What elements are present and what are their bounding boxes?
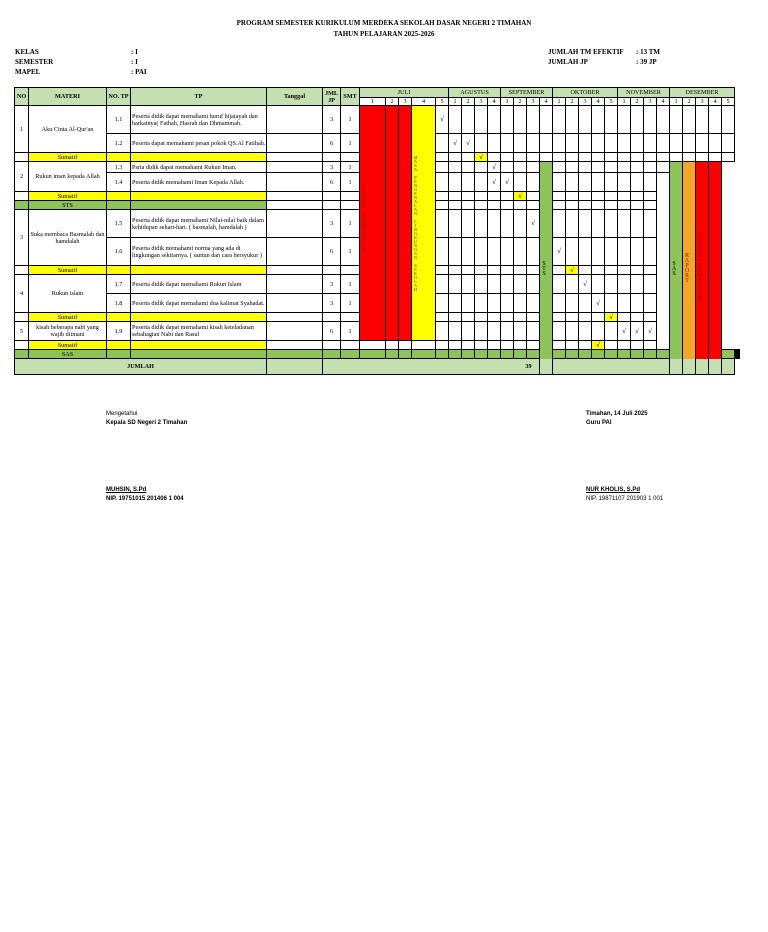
signature-left-line2: Kepala SD Negeri 2 Timahan (106, 420, 188, 426)
week-header: 3 (696, 98, 709, 106)
jumlah-label: JUMLAH (15, 359, 267, 375)
row-tanggal (267, 210, 323, 238)
row-jp: 6 (323, 173, 341, 192)
signature-right-nip: NIP. 19871107 201903 1 001 (586, 496, 664, 502)
libur-semester2-vertical-label: LIBUR SEMESTER (697, 233, 703, 303)
week-header: 4 (540, 98, 553, 106)
header-jml-jp: JML JP (323, 88, 341, 106)
libur-semester2-block (696, 162, 709, 375)
meta-left (15, 47, 53, 77)
signature-right-line2: Guru PAI (586, 420, 612, 426)
check-cell: √ (631, 322, 644, 341)
check-cell: √ (449, 134, 462, 153)
header-month-september: SEPTEMBER (501, 88, 553, 98)
masa-pengenalan-label: MASA PENGENALAN LINGKUNGAN SEKOLAH (413, 155, 418, 291)
check-cell: √ (605, 313, 618, 322)
meta-value: : PAI (131, 68, 147, 76)
page-subtitle: TAHUN PELAJARAN 2025-2026 (333, 30, 435, 38)
libur-semester-block (360, 106, 386, 341)
row-tp: Peserta didik dapat memahami huruf hijaiayah dan harkatnya( Fathah, Hasrah dan Dhmammah. (131, 106, 267, 134)
signature-right-name-block (586, 486, 663, 504)
week-header: 5 (722, 98, 735, 106)
row-tp-no: 1.9 (107, 322, 131, 341)
row-tp-no: 1.8 (107, 294, 131, 313)
header-no-tp: NO. TP (107, 88, 131, 106)
check-cell: √ (566, 266, 579, 275)
row-tanggal (267, 294, 323, 313)
meta-label: MAPEL (15, 68, 41, 76)
row-smt: 1 (341, 106, 360, 134)
table-row (15, 106, 740, 134)
row-tanggal (267, 134, 323, 153)
header-month-desember: DESEMBER (670, 88, 735, 98)
sumatif-label: Sumatif (29, 313, 107, 322)
header-tanggal: Tanggal (267, 88, 323, 106)
signature-left (106, 410, 187, 428)
signature-right-name: NUR KHOLIS, S.Pd (586, 487, 641, 493)
libur-semester-label: LIBUR SEMESTER I (361, 183, 367, 263)
masa-pengenalan-block (412, 106, 436, 341)
row-jp: 6 (323, 322, 341, 341)
sumatif-label: Sumatif (29, 341, 107, 350)
libur-block (386, 106, 399, 341)
week-header: 2 (462, 98, 475, 106)
week-header: 1 (553, 98, 566, 106)
row-no: 2 (15, 162, 29, 192)
check-cell: √ (488, 162, 501, 173)
week-header: 3 (644, 98, 657, 106)
row-jp: 3 (323, 162, 341, 173)
week-header: 2 (566, 98, 579, 106)
sas-label: SAS (29, 350, 107, 359)
meta-label: KELAS (15, 48, 39, 56)
check-cell: √ (592, 294, 605, 313)
week-header: 1 (501, 98, 514, 106)
row-tp-no: 1.3 (107, 162, 131, 173)
signature-right-line1: Timahan, 14 Juli 2025 (586, 411, 648, 417)
row-materi: kisah beberapa nabi yang wajib diimani (29, 322, 107, 341)
sas-block (670, 162, 683, 375)
row-jp: 3 (323, 294, 341, 313)
table-row (15, 341, 740, 350)
row-tp-no: 1.1 (107, 106, 131, 134)
row-no: 1 (15, 106, 29, 153)
row-tp: Peserta didik memahami Iman Kepada Allah. (131, 173, 267, 192)
row-smt: 1 (341, 173, 360, 192)
week-header: 4 (709, 98, 722, 106)
check-cell: √ (579, 275, 592, 294)
row-tanggal (267, 173, 323, 192)
check-cell: √ (553, 238, 566, 266)
meta-right (548, 47, 624, 67)
row-materi: Rukun iman kepada Allah (29, 162, 107, 192)
week-header: 3 (527, 98, 540, 106)
program-table (14, 87, 740, 375)
week-header: 3 (399, 98, 412, 106)
table-row (15, 350, 740, 359)
row-tp: Peserta didik dapat memahami kisah keteladanan sebahagian Nabi dan Rasul (131, 322, 267, 341)
meta-value: : 39 JP (636, 58, 657, 66)
signature-left-line1: Mengetahui (106, 411, 138, 417)
week-header: 4 (412, 98, 436, 106)
signature-left-nip: NIP. 19751015 201406 1 004 (106, 496, 184, 502)
row-tp: Psrta didik dapat memahami Rukun Iman. (131, 162, 267, 173)
row-smt: 1 (341, 210, 360, 238)
meta-left-values (131, 47, 147, 77)
row-tp-no: 1.4 (107, 173, 131, 192)
row-smt: 1 (341, 275, 360, 294)
row-smt: 1 (341, 322, 360, 341)
row-tanggal (267, 162, 323, 173)
row-jp: 3 (323, 275, 341, 294)
row-tanggal (267, 322, 323, 341)
row-tp-no: 1.7 (107, 275, 131, 294)
signature-left-name-block (106, 486, 184, 504)
week-header: 2 (683, 98, 696, 106)
week-header: 2 (386, 98, 399, 106)
meta-value: : I (131, 58, 138, 66)
row-tp: Peserta dapat memahami pesan pokok QS.Al Fatihah. (131, 134, 267, 153)
meta-value: : I (131, 48, 138, 56)
week-header: 4 (657, 98, 670, 106)
sumatif-label: Sumatif (29, 192, 107, 201)
sumatif-label: Sumatif (29, 266, 107, 275)
week-header: 1 (670, 98, 683, 106)
check-cell: √ (527, 210, 540, 238)
page-title: PROGRAM SEMESTER KURIKULUM MERDEKA SEKOLAH DASAR NEGERI 2 TIMAHAN (236, 19, 532, 27)
check-cell: √ (592, 341, 605, 350)
row-smt: 1 (341, 162, 360, 173)
row-materi: Suka membaca Basmalah dan hamdalah (29, 210, 107, 266)
week-header: 1 (618, 98, 631, 106)
header-tp: TP (131, 88, 267, 106)
header-month-oktober: OKTOBER (553, 88, 618, 98)
check-cell: √ (501, 173, 514, 192)
row-jp: 3 (323, 210, 341, 238)
row-materi: Rukun islam (29, 275, 107, 313)
jumlah-value: 39 (323, 359, 735, 375)
sumatif-label: Sumatif (29, 153, 107, 162)
row-tanggal (267, 106, 323, 134)
check-cell: √ (436, 106, 449, 134)
row-tp: Peserta didik memahami norma yang ada di lingkungan sekitarnya. ( santun dan cara bersyukur ) (131, 238, 267, 266)
week-header: 5 (436, 98, 449, 106)
header-month-juli: JULI (360, 88, 449, 98)
row-jp: 3 (323, 106, 341, 134)
week-header: 4 (592, 98, 605, 106)
week-header: 1 (449, 98, 462, 106)
header-materi: MATERI (29, 88, 107, 106)
header-month-november: NOVEMBER (618, 88, 670, 98)
meta-label: SEMESTER (15, 58, 54, 66)
header-smt: SMT (341, 88, 360, 106)
sas-vertical-label: SAS (671, 260, 677, 276)
week-header: 3 (475, 98, 488, 106)
signature-left-name: MUHSIN, S.Pd (106, 487, 147, 493)
week-header: 2 (514, 98, 527, 106)
meta-value: : 13 TM (636, 48, 660, 56)
row-no: 5 (15, 322, 29, 341)
check-cell: √ (462, 134, 475, 153)
row-tp-no: 1.2 (107, 134, 131, 153)
week-header: 5 (605, 98, 618, 106)
week-header: 3 (579, 98, 592, 106)
meta-label: JUMLAH JP (548, 58, 588, 66)
meta-right-values (636, 47, 660, 67)
row-jp: 6 (323, 238, 341, 266)
week-header: 4 (488, 98, 501, 106)
check-cell: √ (618, 322, 631, 341)
header-no: NO (15, 88, 29, 106)
sts-label: STS (29, 201, 107, 210)
row-jp: 6 (323, 134, 341, 153)
header-month-agustus: AGUSTUS (449, 88, 501, 98)
row-tanggal (267, 238, 323, 266)
row-smt: 1 (341, 294, 360, 313)
row-tp-no: 1.5 (107, 210, 131, 238)
check-cell: √ (475, 153, 488, 162)
row-smt: 1 (341, 238, 360, 266)
week-header: 2 (631, 98, 644, 106)
libur-block (399, 106, 412, 341)
row-tp-no: 1.6 (107, 238, 131, 266)
row-tp: Peserta didik dapat memahami Rukun Islam (131, 275, 267, 294)
row-tp: Peserta didik dapat memahami dua kalimat Syahadat. (131, 294, 267, 313)
week-header: 1 (360, 98, 386, 106)
row-no: 3 (15, 210, 29, 266)
row-no: 4 (15, 275, 29, 313)
total-row (15, 359, 740, 375)
meta-label: JUMLAH TM EFEKTIF (548, 48, 624, 56)
row-tp: Peserta didik dapat memahami Nilai-nilai baik dalam kehidupan sehari-hari. ( basmalah, hamdalah ) (131, 210, 267, 238)
check-cell: √ (514, 192, 527, 201)
raport-block (683, 162, 696, 375)
check-cell: √ (488, 173, 501, 192)
check-cell: √ (644, 322, 657, 341)
row-tanggal (267, 275, 323, 294)
sts-vertical-label: STS (541, 260, 547, 276)
row-smt: 1 (341, 134, 360, 153)
libur-block (709, 162, 722, 375)
sts-block (540, 162, 553, 375)
row-materi: Aku Cinta Al-Qur'an (29, 106, 107, 153)
signature-right (586, 410, 648, 428)
raport-vertical-label: RAPORT (684, 253, 690, 283)
